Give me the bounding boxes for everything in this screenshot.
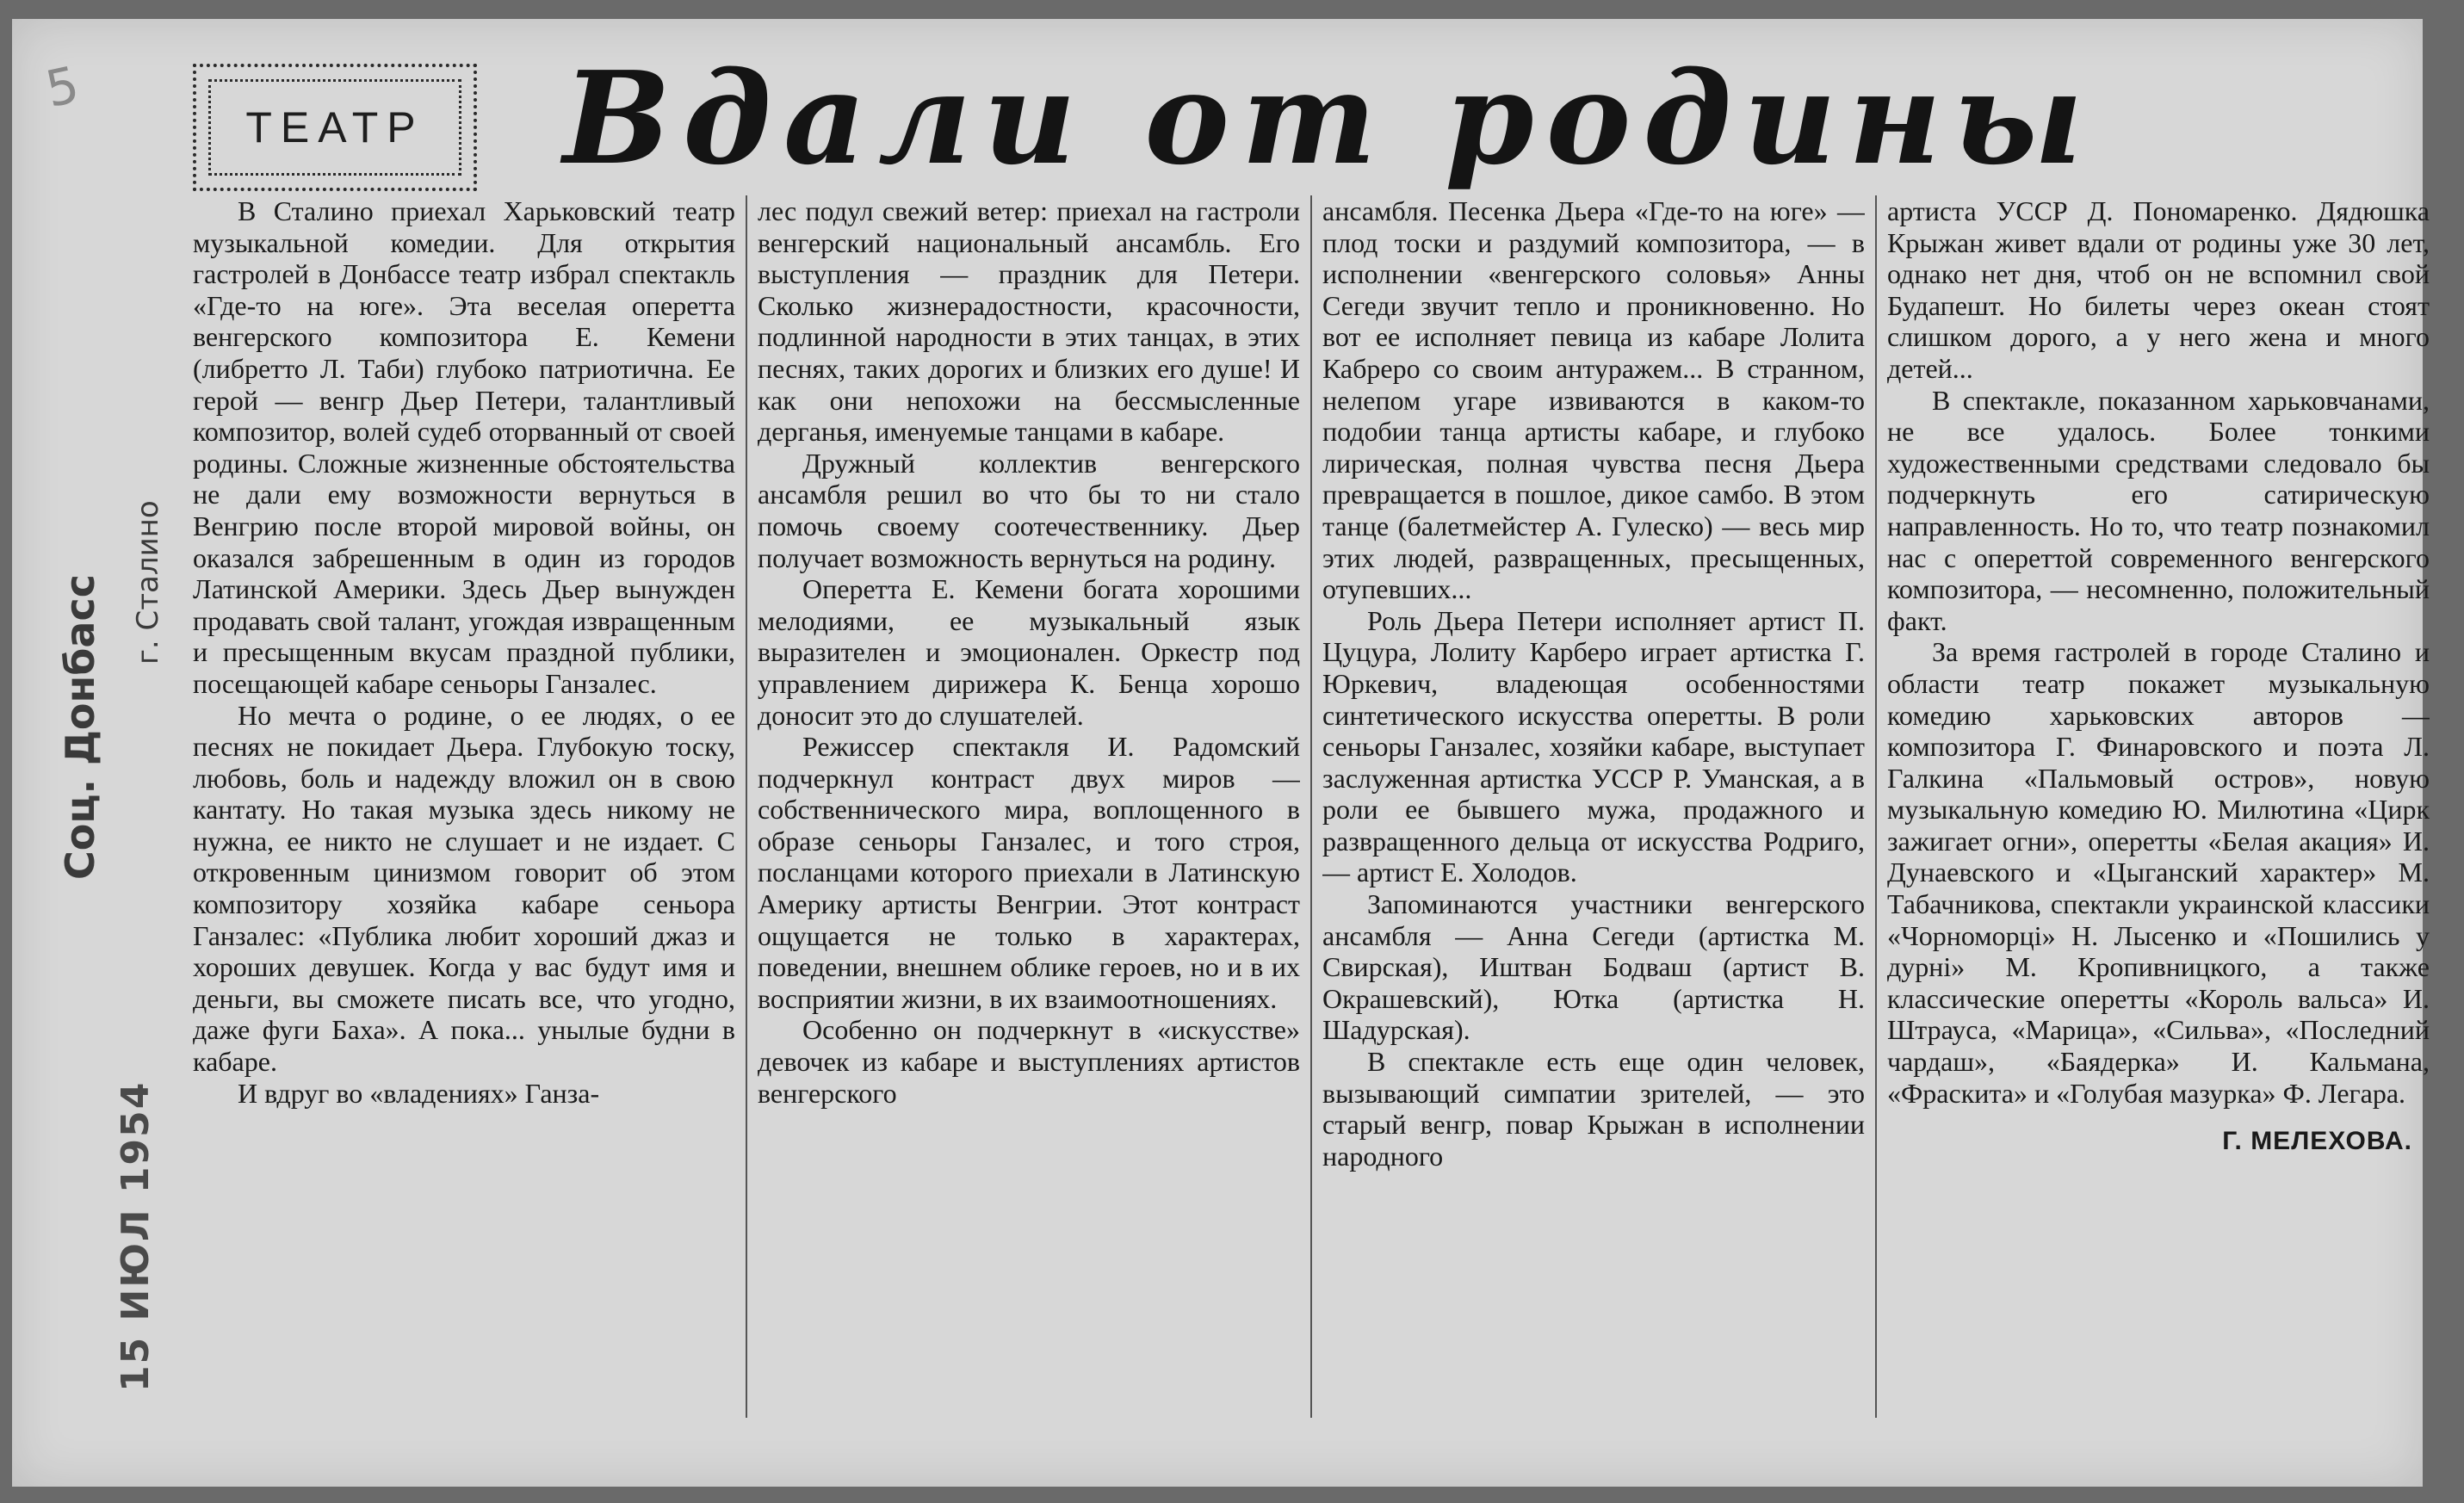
paragraph: И вдруг во «владениях» Ганза- (238, 1077, 600, 1109)
column-divider (1310, 195, 1312, 1418)
column-2 (758, 195, 1300, 1418)
paragraph: Но мечта о родине, о ее людях, о ее песнях не покидает Дьера. Глубокую тоску, любовь, боль и надежду вложил он в свою кантату. Но такая музыка здесь никому не нужна, ее никто не слушает и не издает. С откровенным цинизмом говорит об этом композитору хозяйка кабаре сеньора Ганзалес: «Публика любит хороший джаз и хороших девушек. Когда у вас будут имя и деньги, вы сможете писать все, что угодно, даже фуги Баха». А пока... унылые будни в кабаре. (193, 699, 735, 1078)
author-signature: Г. МЕЛЕХОВА. (2222, 1127, 2412, 1156)
paragraph: Роль Дьера Петери исполняет артист П. Цуцура, Лолиту Карберо играет артистка Г. Юркевич, владеющая особенностями синтетического искусства оперетты. В роли сеньоры Ганзалес, хозяйки кабаре, выступает заслуженная артистка УССР Р. Уманская, а в роли ее бывшего мужа, продажного и развращенного дельца от искусства Родриго, — артист Е. Холодов. (1322, 604, 1865, 888)
pencil-mark: 5 (40, 54, 84, 120)
column-divider (746, 195, 747, 1418)
paragraph: Оперетта Е. Кемени богата хорошими мелодиями, ее музыкальный язык выразителен и эмоционален. Оркестр под управлением дирижера К. Бенца хорошо доносит это до слушателей. (758, 573, 1300, 731)
newspaper-source-stamp (29, 500, 201, 897)
column-3 (1322, 195, 1865, 1418)
paragraph: В спектакле, показанном харьковчанами, не все удалось. Более тонкими художественными средствами следовало бы подчеркнуть его сатирическую направленность. Но то, что театр познакомил нас с опереттой современного венгерского композитора, — несомненно, положительный факт. (1887, 384, 2430, 636)
column-4 (1887, 195, 2430, 1418)
paragraph: В спектакле есть еще один человек, вызывающий симпатии зрителей, — это старый венгр, повар Крыжан в исполнении народного (1322, 1046, 1865, 1172)
paragraph: За время гастролей в городе Сталино и области театр покажет музыкальную комедию харьковских авторов — композитора Г. Финаровского и поэта Л. Галкина «Пальмовый остров», новую музыкальную комедию Ю. Милютина «Цирк зажигает огни», оперетты «Белая акация» И. Дунаевского и «Цыганский характер» М. Табачникова, спектакли украинской классики «Чорноморці» Н. Лысенко и «Пошились у дурні» М. Кропивницкого, а также классические оперетты «Король вальса» И. Штрауса, «Марица», «Сильва», «Последний чардаш», «Баядерка» И. Кальмана, «Фраскита» и «Голубая мазурка» Ф. Легара. (1887, 636, 2430, 1109)
article-body (193, 195, 2430, 1418)
date-stamp: 15 ИЮЛ 1954 (114, 1080, 158, 1392)
article-headline: Вдали от родины (563, 43, 2096, 193)
paragraph: артиста УССР Д. Пономаренко. Дядюшка Крыжан живет вдали от родины уже 30 лет, однако нет дня, чтоб он не вспомнил свой Будапешт. Но билеты через океан стоят слишком дорого, а у него жена и много детей... (1887, 195, 2430, 384)
paragraph: Запоминаются участники венгерского ансамбля — Анна Сегеди (артистка М. Свирская), Иштван Бодваш (артист В. Окрашевский), Ютка (артистка Н. Шадурская). (1322, 888, 1865, 1046)
paragraph: Дружный коллектив венгерского ансамбля решил во что бы то ни стало помочь своему соотечественнику. Дьер получает возможность вернуться на родину. (758, 447, 1300, 573)
column-1 (193, 195, 735, 1418)
column-divider (1875, 195, 1877, 1418)
rubric-frame (208, 79, 461, 176)
stamp-city: г. Сталино (131, 500, 165, 665)
paragraph: Режиссер спектакля И. Радомский подчеркнул контраст двух миров — собственнического мира, воплощенного в образе сеньоры Ганзалес, и того строя, посланцами которого приехали в Латинскую Америку артисты Венгрии. Этот контраст ощущается не только в характерах, поведении, внешнем облике героев, но и в их восприятии жизни, в их взаимоотношениях. (758, 731, 1300, 1014)
paragraph: ансамбля. Песенка Дьера «Где-то на юге» — плод тоски и раздумий композитора, — в исполнении «венгерского соловья» Анны Сегеди звучит тепло и проникновенно. Но вот ее исполняет певица из кабаре Лолита Кабреро со своим антуражем... В странном, нелепом угаре извиваются в каком-то подобии танца артисты кабаре, и глубоко лирическая, полная чувства песня Дьера превращается в пошлое, дикое самбо. В этом танце (балетмейстер А. Гулеско) — весь мир этих людей, развращенных, пресыщенных, отупевших... (1322, 195, 1865, 605)
stamp-newspaper-name: Соц. Донбасс (57, 574, 103, 880)
rubric-box (193, 64, 477, 191)
newspaper-clipping (12, 19, 2430, 1487)
paragraph: Особенно он подчеркнут в «искусстве» девочек из кабаре и выступлениях артистов венгерского (758, 1014, 1300, 1109)
rubric-label: ТЕАТР (245, 103, 424, 152)
paragraph: лес подул свежий ветер: приехал на гастроли венгерский национальный ансамбль. Его выступления — праздник для Петери. Сколько жизнерадостности, красочности, подлинной народности в этих танцах, в этих песнях, таких дорогих и близких его душе! И как они непохожи на бессмысленные дерганья, именуемые танцами в кабаре. (758, 195, 1300, 448)
paragraph: В Сталино приехал Харьковский театр музыкальной комедии. Для открытия гастролей в Донбассе театр избрал спектакль «Где-то на юге». Эта веселая оперетта венгерского композитора Е. Кемени (либретто Л. Таби) глубоко патриотична. Ее герой — венгр Дьер Петери, талантливый композитор, волей судеб оторванный от своей родины. Сложные жизненные обстоятельства не дали ему возможности вернуться в Венгрию после второй мировой войны, он оказался забрешенным в один из городов Латинской Америки. Здесь Дьер вынужден продавать свой талант, угождая извращенным и пресыщенным вкусам праздной публики, посещающей кабаре сеньоры Ганзалес. (193, 195, 735, 699)
